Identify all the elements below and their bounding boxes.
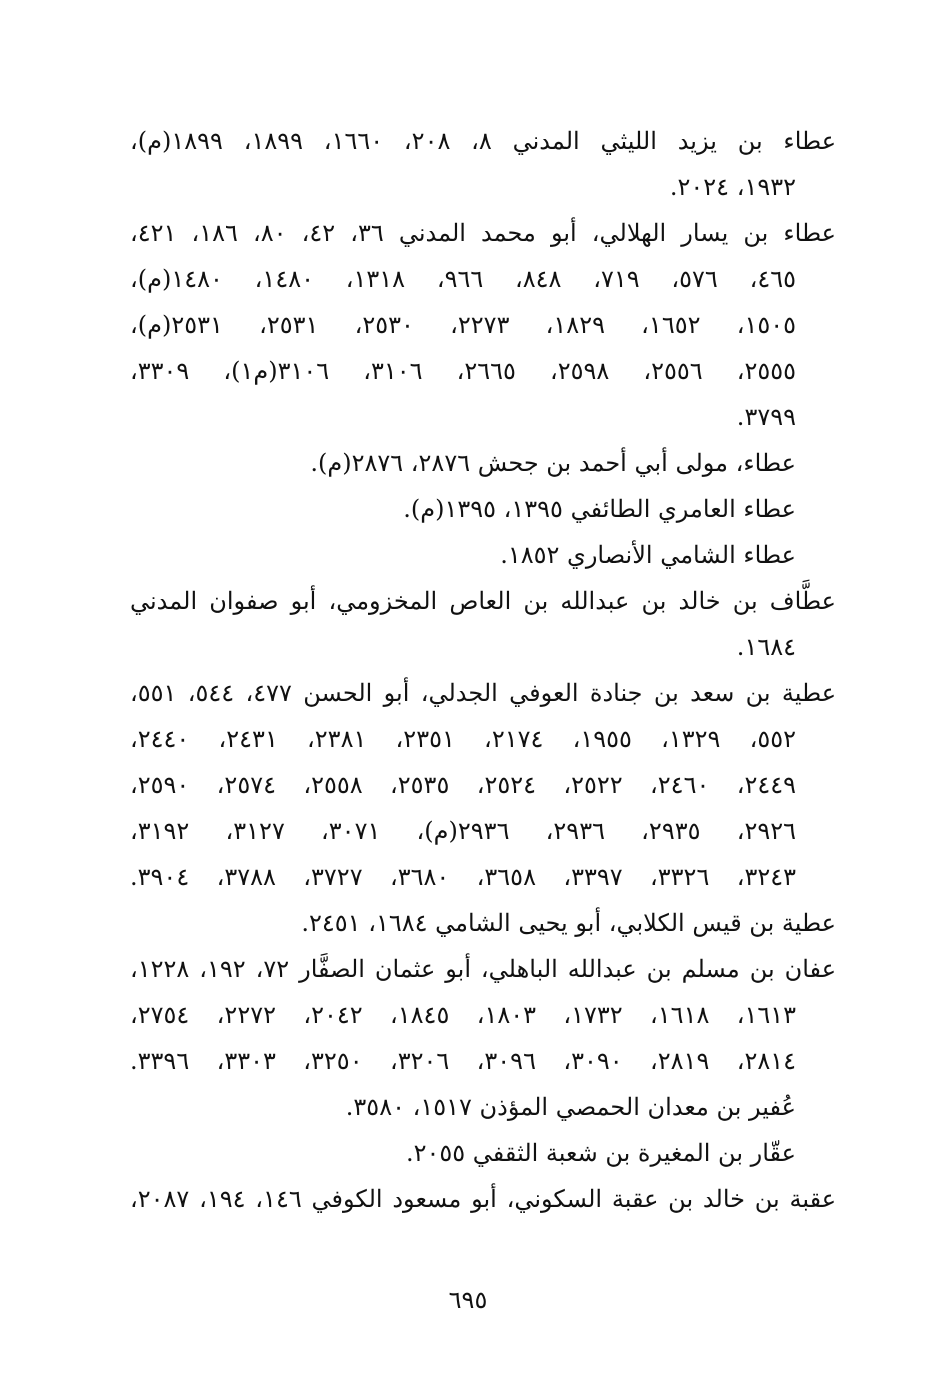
index-entry xyxy=(130,440,836,486)
entry-line: ٤٦٥، ٥٧٦، ٧١٩، ٨٤٨، ٩٦٦، ١٣١٨، ١٤٨٠، ١٤٨٠(م)، xyxy=(130,265,796,293)
index-entry xyxy=(130,486,836,532)
index-entry xyxy=(130,1084,836,1130)
entry-line: عطاء الشامي الأنصاري ١٨٥٢. xyxy=(500,541,796,569)
entry-line: عطاء بن يسار الهلالي، أبو محمد المدني ٣٦، ٤٢، ٨٠، ١٨٦، ٤٢١، xyxy=(130,219,836,247)
entry-line: ١٦١٣، ١٦١٨، ١٧٣٢، ١٨٠٣، ١٨٤٥، ٢٠٤٢، ٢٢٧٢، ٢٧٥٤، xyxy=(130,1001,797,1029)
entry-line: عطية بن قيس الكلابي، أبو يحيى الشامي ١٦٨٤، ٢٤٥١. xyxy=(301,909,836,937)
index-entry xyxy=(130,1176,836,1222)
index-entry xyxy=(130,578,836,670)
entry-line: ١٦٨٤. xyxy=(736,633,796,661)
index-page xyxy=(130,118,836,1222)
entry-line: عطاء بن يزيد الليثي المدني ٨، ٢٠٨، ١٦٦٠، ١٨٩٩، ١٨٩٩(م)، xyxy=(130,127,837,155)
entry-line: ٥٥٢، ١٣٢٩، ١٩٥٥، ٢١٧٤، ٢٣٥١، ٢٣٨١، ٢٤٣١، ٢٤٤٠، xyxy=(130,725,797,753)
entry-line: عطاء، مولى أبي أحمد بن جحش ٢٨٧٦، ٢٨٧٦(م). xyxy=(310,449,796,477)
entry-line: ٢٥٥٥، ٢٥٥٦، ٢٥٩٨، ٢٦٦٥، ٣١٠٦، ٣١٠٦(م١)، ٣٣٠٩، xyxy=(130,357,797,385)
entry-line: ٣٢٤٣، ٣٣٢٦، ٣٣٩٧، ٣٦٥٨، ٣٦٨٠، ٣٧٢٧، ٣٧٨٨، ٣٩٠٤. xyxy=(130,863,797,891)
index-entry xyxy=(130,532,836,578)
entry-line: ١٩٣٢، ٢٠٢٤. xyxy=(669,173,796,201)
index-entry xyxy=(130,670,836,900)
index-entry xyxy=(130,946,836,1084)
entry-line: عُفير بن معدان الحمصي المؤذن ١٥١٧، ٣٥٨٠. xyxy=(345,1093,796,1121)
entry-line: ٣٧٩٩. xyxy=(736,403,796,431)
index-entry xyxy=(130,210,836,440)
entry-line: ٢٩٢٦، ٢٩٣٥، ٢٩٣٦، ٢٩٣٦(م)، ٣٠٧١، ٣١٢٧، ٣١٩٢، xyxy=(130,817,796,845)
entry-line: عفان بن مسلم بن عبدالله الباهلي، أبو عثمان الصفَّار ٧٢، ١٩٢، ١٢٢٨، xyxy=(130,955,837,983)
index-entry xyxy=(130,118,836,210)
entry-line: ١٥٠٥، ١٦٥٢، ١٨٢٩، ٢٢٧٣، ٢٥٣٠، ٢٥٣١، ٢٥٣١(م)، xyxy=(130,311,796,339)
entry-line: ٢٨١٤، ٢٨١٩، ٣٠٩٠، ٣٠٩٦، ٣٢٠٦، ٣٢٥٠، ٣٣٠٣، ٣٣٩٦. xyxy=(130,1047,797,1075)
entry-line: عقّار بن المغيرة بن شعبة الثقفي ٢٠٥٥. xyxy=(405,1139,796,1167)
entry-line: عقبة بن خالد بن عقبة السكوني، أبو مسعود الكوفي ١٤٦، ١٩٤، ٢٠٨٧، xyxy=(130,1185,837,1213)
page-number: ٦٩٥ xyxy=(448,1286,488,1314)
entry-line: ٢٤٤٩، ٢٤٦٠، ٢٥٢٢، ٢٥٢٤، ٢٥٣٥، ٢٥٥٨، ٢٥٧٤، ٢٥٩٠، xyxy=(130,771,797,799)
index-entry xyxy=(130,1130,836,1176)
entry-line: عطَّاف بن خالد بن عبدالله بن العاص المخزومي، أبو صفوان المدني xyxy=(130,587,836,615)
entry-line: عطاء العامري الطائفي ١٣٩٥، ١٣٩٥(م). xyxy=(403,495,796,523)
entry-line: عطية بن سعد بن جنادة العوفي الجدلي، أبو الحسن ٤٧٧، ٥٤٤، ٥٥١، xyxy=(130,679,837,707)
index-entry xyxy=(130,900,836,946)
